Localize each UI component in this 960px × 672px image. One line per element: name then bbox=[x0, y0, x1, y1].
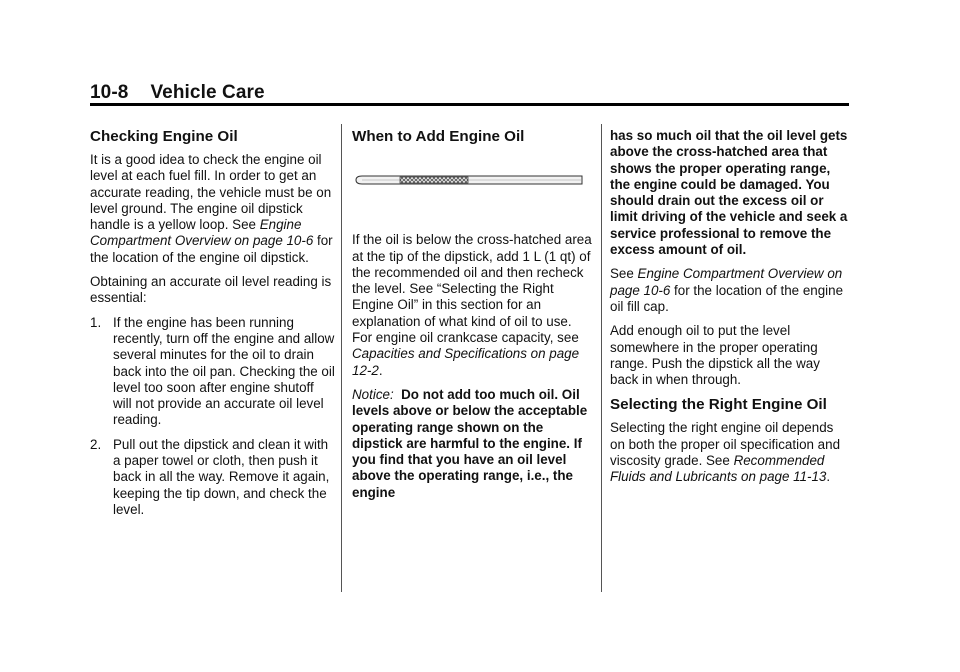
notice-label: Notice: bbox=[352, 386, 394, 402]
text: See bbox=[610, 266, 638, 282]
page-header bbox=[90, 82, 265, 104]
cross-reference-link[interactable]: Recommended Fluids and Lubricants on page 11-13 bbox=[610, 453, 827, 485]
text: for the location of the engine oil dipstick. bbox=[90, 233, 333, 265]
step-number: 1. bbox=[90, 314, 102, 330]
section-title: Vehicle Care bbox=[150, 82, 265, 103]
paragraph bbox=[610, 266, 850, 315]
cross-reference-link[interactable]: Engine Compartment Overview on page 10-6 bbox=[610, 266, 843, 298]
step-text: If the engine has been running recently, turn off the engine and allow several minutes for the oil to drain back into the oil pan. Checking the oil level too soon after engine shutoff will not provide an accurate oil level reading. bbox=[113, 314, 335, 428]
heading-selecting-right-engine-oil: Selecting the Right Engine Oil bbox=[610, 396, 827, 414]
list-item bbox=[90, 437, 335, 518]
notice-text: Do not add too much oil. Oil levels above or below the acceptable operating range shown on the dipstick are harmful to the engine. If you find that you have an oil level above the operating range, i.e., the engine bbox=[352, 386, 588, 500]
dipstick-illustration bbox=[352, 172, 584, 188]
text: It is a good idea to check the engine oil level at each fuel fill. In order to get an accurate reading, the vehicle must be on level ground. The engine oil dipstick handle is a yellow loop. See bbox=[90, 152, 332, 233]
column-divider bbox=[601, 124, 602, 592]
page-number: 10-8 bbox=[90, 82, 129, 103]
paragraph bbox=[352, 232, 592, 379]
text: . bbox=[826, 469, 831, 485]
column-1 bbox=[90, 128, 335, 526]
column-divider bbox=[341, 124, 342, 592]
cross-reference-link[interactable]: Engine Compartment Overview on page 10-6 bbox=[90, 217, 314, 249]
column-3 bbox=[610, 128, 850, 494]
text: . bbox=[378, 362, 383, 378]
heading-checking-engine-oil: Checking Engine Oil bbox=[90, 128, 238, 145]
step-text: Pull out the dipstick and clean it with a paper towel or cloth, then push it back in all the way. Remove it again, keeping the tip down, and check the level. bbox=[113, 436, 330, 517]
list-item bbox=[90, 315, 335, 429]
notice bbox=[352, 387, 592, 501]
paragraph: Add enough oil to put the level somewhere in the proper operating range. Push the dipstick all the way back in when through. bbox=[610, 323, 820, 388]
notice-continued: has so much oil that the oil level gets above the cross-hatched area that shows the proper operating range, the engine could be damaged. You should drain out the excess oil or limit driving of the vehicle and seek a service professional to remove the excess amount of oil. bbox=[610, 128, 848, 258]
text: If the oil is below the cross-hatched area at the tip of the dipstick, add 1 L (1 qt) of the recommended oil and then recheck the level. See “Selecting the Right Engine Oil” in this section for an explanation of what kind of oil to use. For engine oil crankcase capacity, see bbox=[352, 232, 592, 346]
paragraph: Obtaining an accurate oil level reading is essential: bbox=[90, 274, 332, 306]
heading-when-to-add-engine-oil: When to Add Engine Oil bbox=[352, 128, 525, 145]
text: for the location of the engine oil fill cap. bbox=[610, 282, 844, 314]
step-number: 2. bbox=[90, 436, 102, 452]
cross-reference-link[interactable]: Capacities and Specifications on page 12-2 bbox=[352, 346, 580, 378]
header-rule bbox=[90, 103, 849, 106]
paragraph bbox=[610, 420, 850, 485]
column-2 bbox=[352, 128, 592, 509]
text: Selecting the right engine oil depends on both the proper oil specification and viscosity grade. See bbox=[610, 420, 841, 469]
paragraph bbox=[90, 152, 335, 266]
